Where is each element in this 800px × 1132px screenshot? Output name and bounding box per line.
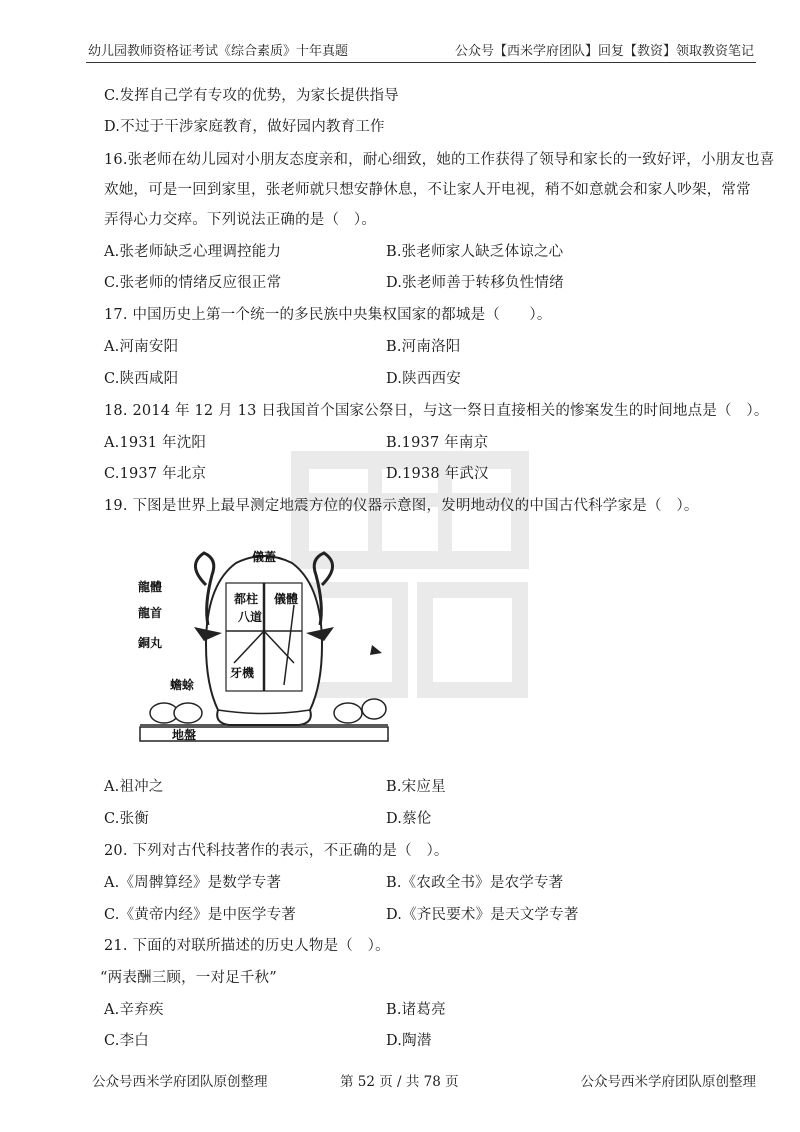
q21-option-d: D.陶潜 — [386, 1033, 432, 1049]
q15-option-c: C.发挥自己学有专攻的优势，为家长提供指导 — [104, 88, 399, 104]
q19-option-d: D.蔡伦 — [386, 811, 432, 827]
q21-option-c: C.李白 — [104, 1033, 149, 1049]
label-top: 儀蓋 — [252, 550, 277, 564]
label-base: 地盤 — [172, 728, 197, 742]
header-divider — [86, 62, 756, 63]
q17-option-b: B.河南洛阳 — [386, 339, 461, 355]
label-mechanism: 牙機 — [230, 666, 255, 680]
q16-stem-line2: 欢她，可是一回到家里，张老师就只想安静休息，不让家人开电视，稍不如意就会和家人吵架，常常 — [104, 182, 751, 198]
header-right-note: 公众号【西米学府团队】回复【教资】领取教资笔记 — [454, 44, 754, 59]
q16-option-a: A.张老师缺乏心理调控能力 — [104, 244, 282, 260]
q15-option-d: D.不过于干涉家庭教育，做好园内教育工作 — [104, 119, 385, 135]
label-toad: 蟾蜍 — [170, 678, 195, 692]
q20-option-d: D.《齐民要术》是天文学专著 — [386, 907, 579, 923]
q18-option-b: B.1937 年南京 — [386, 435, 489, 451]
q19-option-a: A.祖冲之 — [104, 779, 164, 795]
q16-option-b: B.张老师家人缺乏体谅之心 — [386, 244, 564, 260]
q16-stem-line1: 16.张老师在幼儿园对小朋友态度亲和，耐心细致，她的工作获得了领导和家长的一致好评，小朋友也喜 — [104, 152, 775, 168]
q20-option-b: B.《农政全书》是农学专著 — [386, 875, 564, 891]
q17-option-c: C.陕西咸阳 — [104, 371, 179, 387]
q19-option-b: B.宋应星 — [386, 779, 446, 795]
label-eight-ways: 八道 — [238, 610, 263, 624]
q18-stem: 18. 2014 年 12 月 13 日我国首个国家公祭日，与这一祭日直接相关的惨案发生的时间地点是（ ）。 — [104, 403, 769, 419]
q20-option-c: C.《黄帝内经》是中医学专著 — [104, 907, 296, 923]
label-bronze-ball: 銅丸 — [138, 636, 163, 650]
q17-option-d: D.陕西西安 — [386, 371, 461, 387]
page-number: 第 52 页 / 共 78 页 — [340, 1074, 459, 1090]
q18-option-d: D.1938 年武汉 — [386, 466, 489, 482]
header-left-title: 幼儿园教师资格证考试《综合素质》十年真题 — [88, 44, 349, 59]
label-pillar: 都柱 — [234, 592, 259, 606]
label-inner-body: 儀體 — [274, 592, 299, 606]
q17-option-a: A.河南安阳 — [104, 339, 179, 355]
q16-stem-line3: 弄得心力交瘁。下列说法正确的是（ ）。 — [104, 212, 377, 228]
q17-stem: 17. 中国历史上第一个统一的多民族中央集权国家的都城是（ ）。 — [104, 307, 552, 323]
q18-option-c: C.1937 年北京 — [104, 466, 207, 482]
label-dragon-head: 龍首 — [138, 606, 163, 620]
q20-stem: 20. 下列对古代科技著作的表示，不正确的是（ ）。 — [104, 843, 449, 859]
footer-right: 公众号西米学府团队原创整理 — [580, 1074, 756, 1090]
q19-option-c: C.张衡 — [104, 811, 149, 827]
q19-stem: 19. 下图是世界上最早测定地震方位的仪器示意图，发明地动仪的中国古代科学家是（ ）。 — [104, 498, 699, 514]
q18-option-a: A.1931 年沈阳 — [104, 435, 207, 451]
toad-left — [150, 703, 202, 723]
q21-option-a: A.辛弃疾 — [104, 1002, 164, 1018]
label-dragon-body: 龍體 — [138, 580, 163, 594]
q16-option-d: D.张老师善于转移负性情绪 — [386, 275, 564, 291]
footer-left: 公众号西米学府团队原创整理 — [92, 1074, 268, 1090]
q21-couplet: “两表酬三顾，一对足千秋” — [100, 970, 277, 986]
toad-right — [334, 699, 386, 723]
q21-option-b: B.诸葛亮 — [386, 1002, 446, 1018]
q16-option-c: C.张老师的情绪反应很正常 — [104, 275, 282, 291]
q21-stem: 21. 下面的对联所描述的历史人物是（ ）。 — [104, 938, 390, 954]
seismograph-diagram — [134, 545, 394, 745]
q20-option-a: A.《周髀算经》是数学专著 — [104, 875, 282, 891]
